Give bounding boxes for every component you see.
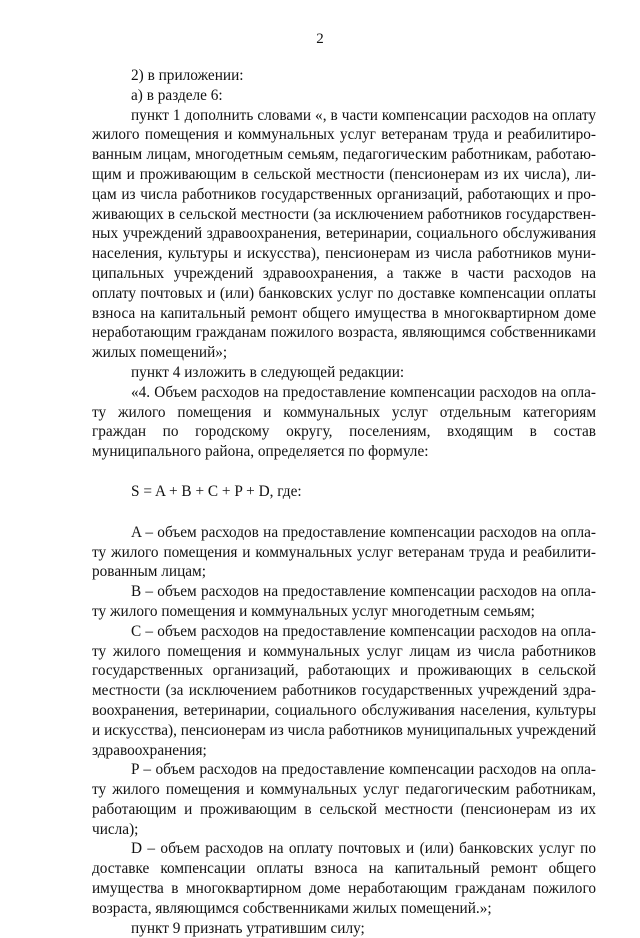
paragraph-item-4-intro: пункт 4 изложить в следующей редакции: [131,363,405,381]
definition-a: A – объем расходов на предоставление компенсации расходов на оплату жилого помещения и коммунальных услуг ветеранам труда и реабилитированным лицам; [92,523,596,581]
paragraph-appendix: 2) в приложении: [131,67,244,84]
definition-d: D – объем расходов на оплату почтовых и (или) банковских услуг по доставке компенсации оплаты взноса на капитальный ремонт общего имущества в многоквартирном доме неработающим гражданам пожилого возраста, являющимся собственниками жилых помещений.»; [92,840,596,917]
paragraph-item-1: пункт 1 дополнить словами «, в части компенсации расходов на оплату жилого помещения и коммунальных услуг ветеранам труда и реабилитированным лицам, многодетным семьям, педагогическим работникам, работающим и проживающим в сельской местности (пенсионерам из их числа), лицам из числа работников государственных организаций, работающих и проживающих в сельской местности (за исключением работников государственных учреждений здравоохранения, ветеринарии, социального обслуживания населения, культуры и искусства), пенсионерам из числа работников муниципальных учреждений здравоохранения, а также в части расходов на оплату почтовых и (или) банковских услуг по доставке компенсации оплаты взноса на капитальный ремонт общего имущества в многоквартирном доме неработающим гражданам пожилого возраста, являющимся собственниками жилых помещений»; [92,106,596,362]
definition-p: P – объем расходов на предоставление компенсации расходов на оплату жилого помещения и коммунальных услуг педагогическим работникам, работающим и проживающим в сельской местности (пенсионерам из их числа); [92,761,596,838]
paragraph-item-9: пункт 9 признать утратившим силу; [131,919,365,937]
page-number: 2 [316,31,324,47]
paragraph-item-4-text: «4. Объем расходов на предоставление компенсации расходов на оплату жилого помещения и коммунальных услуг отдельным категориям граждан по городскому округу, поселениям, входящим в состав муниципального района, определяется по формуле: [92,383,596,461]
formula: S = A + B + C + P + D, где: [131,482,302,500]
document-body [92,66,596,938]
definition-c: C – объем расходов на предоставление компенсации расходов на оплату жилого помещения и коммунальных услуг лицам из числа работников государственных организаций, работающих и проживающих в сельской местности (за исключением работников государственных учреждений здравоохранения, ветеринарии, социального обслуживания населения, культуры и искусства), пенсионерам из числа работников муниципальных учреждений здравоохранения; [92,622,596,759]
paragraph-section-6: а) в разделе 6: [131,86,223,104]
definition-b: B – объем расходов на предоставление компенсации расходов на оплату жилого помещения и коммунальных услуг многодетным семьям; [92,583,596,620]
